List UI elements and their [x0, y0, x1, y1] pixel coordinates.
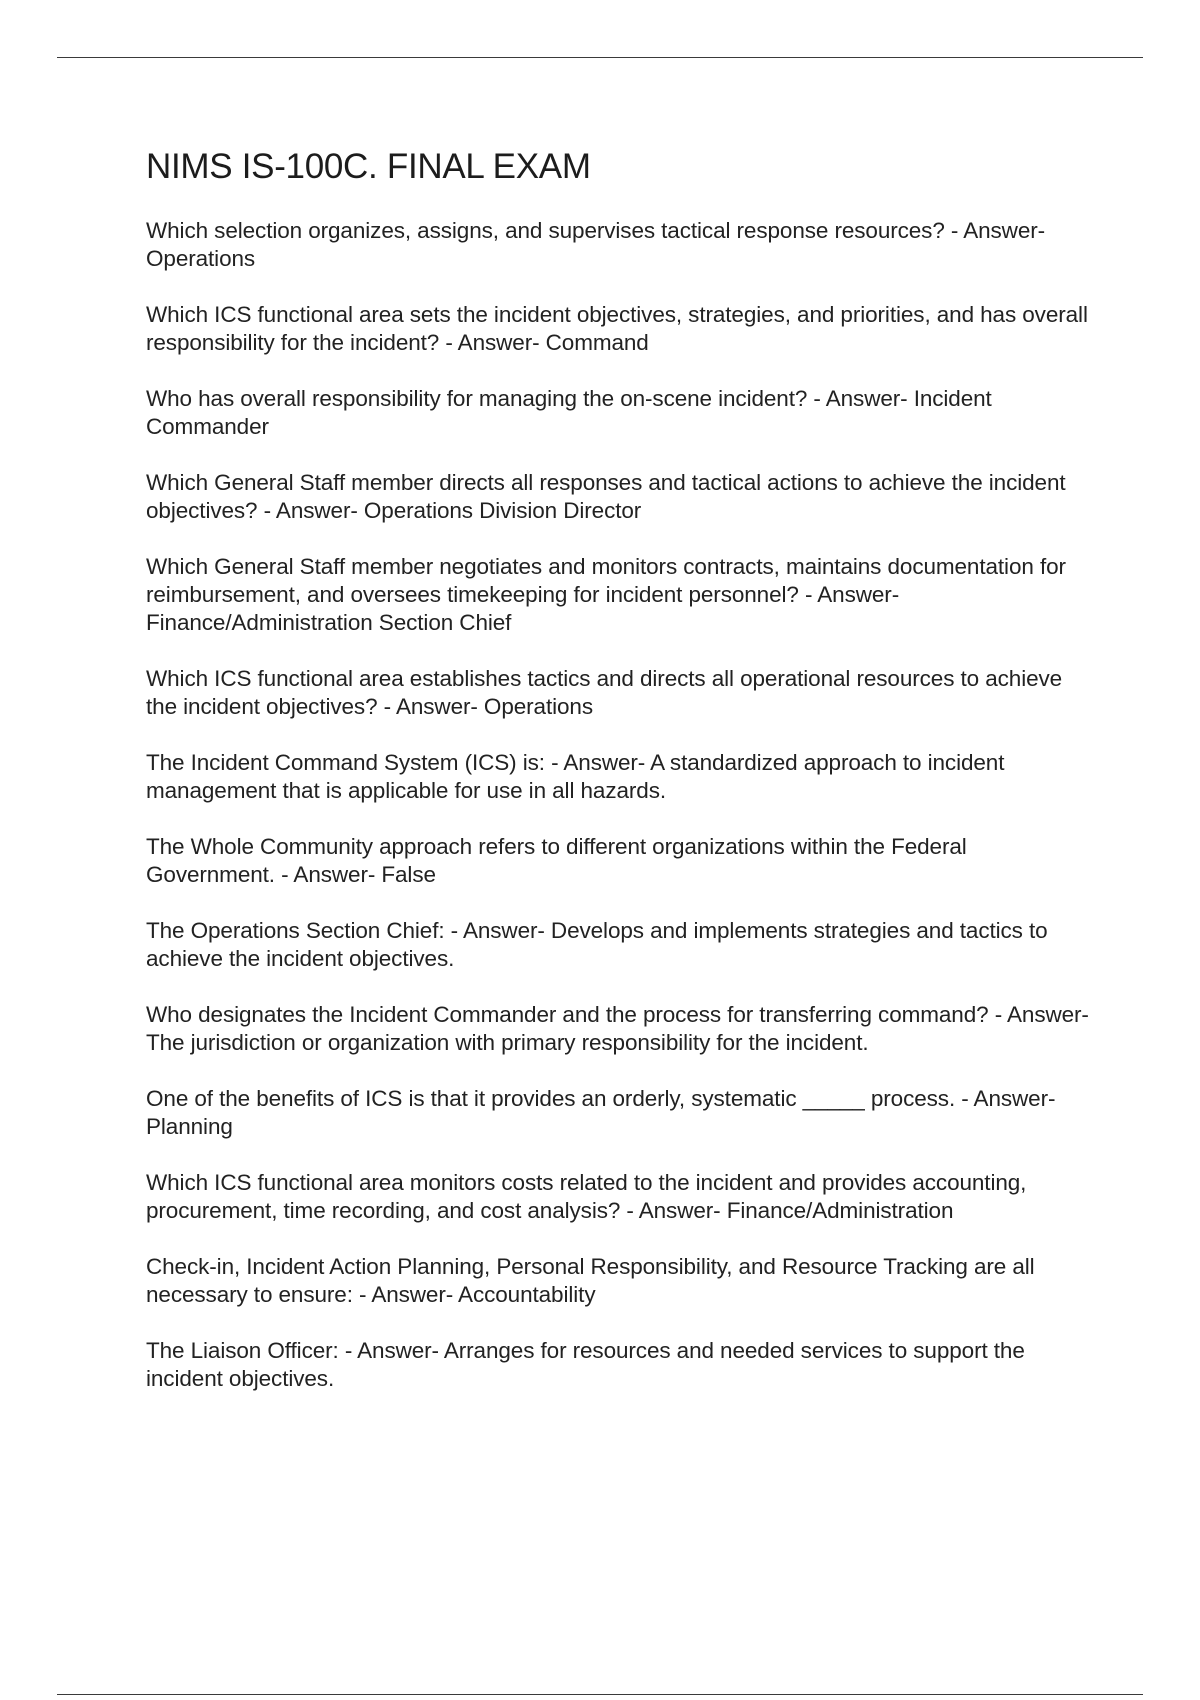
question-item: The Whole Community approach refers to different organizations within the Federal Government. - Answer- False [146, 834, 967, 887]
document-body [146, 145, 1096, 1421]
question-item: One of the benefits of ICS is that it provides an orderly, systematic _____ process. - Answer- Planning [146, 1086, 1056, 1139]
document-title: NIMS IS-100C. FINAL EXAM [146, 147, 591, 186]
top-divider [57, 57, 1143, 58]
question-item: Which General Staff member negotiates and monitors contracts, maintains documentation for reimbursement, and oversees timekeeping for incident personnel? - Answer- Finance/Administration Section Chief [146, 554, 1066, 635]
question-item: Check-in, Incident Action Planning, Personal Responsibility, and Resource Tracking are all necessary to ensure: - Answer- Accountability [146, 1254, 1035, 1307]
question-item: The Incident Command System (ICS) is: - Answer- A standardized approach to incident management that is applicable for use in all hazards. [146, 750, 1005, 803]
question-item: Who designates the Incident Commander and the process for transferring command? - Answer- The jurisdiction or organization with primary responsibility for the incident. [146, 1002, 1089, 1055]
question-list [146, 217, 1096, 1393]
question-item: The Operations Section Chief: - Answer- Develops and implements strategies and tactics to achieve the incident objectives. [146, 918, 1048, 971]
question-item: Who has overall responsibility for managing the on-scene incident? - Answer- Incident Commander [146, 386, 992, 439]
question-item: Which ICS functional area sets the incident objectives, strategies, and priorities, and has overall responsibility for the incident? - Answer- Command [146, 302, 1088, 355]
question-item: Which selection organizes, assigns, and supervises tactical response resources? - Answer- Operations [146, 218, 1046, 271]
bottom-divider [57, 1694, 1143, 1695]
question-item: The Liaison Officer: - Answer- Arranges for resources and needed services to support the incident objectives. [146, 1338, 1025, 1391]
question-item: Which ICS functional area establishes tactics and directs all operational resources to achieve the incident objectives? - Answer- Operations [146, 666, 1063, 719]
question-item: Which General Staff member directs all responses and tactical actions to achieve the incident objectives? - Answer- Operations Division Director [146, 470, 1066, 523]
question-item: Which ICS functional area monitors costs related to the incident and provides accounting, procurement, time recording, and cost analysis? - Answer- Finance/Administration [146, 1170, 1027, 1223]
